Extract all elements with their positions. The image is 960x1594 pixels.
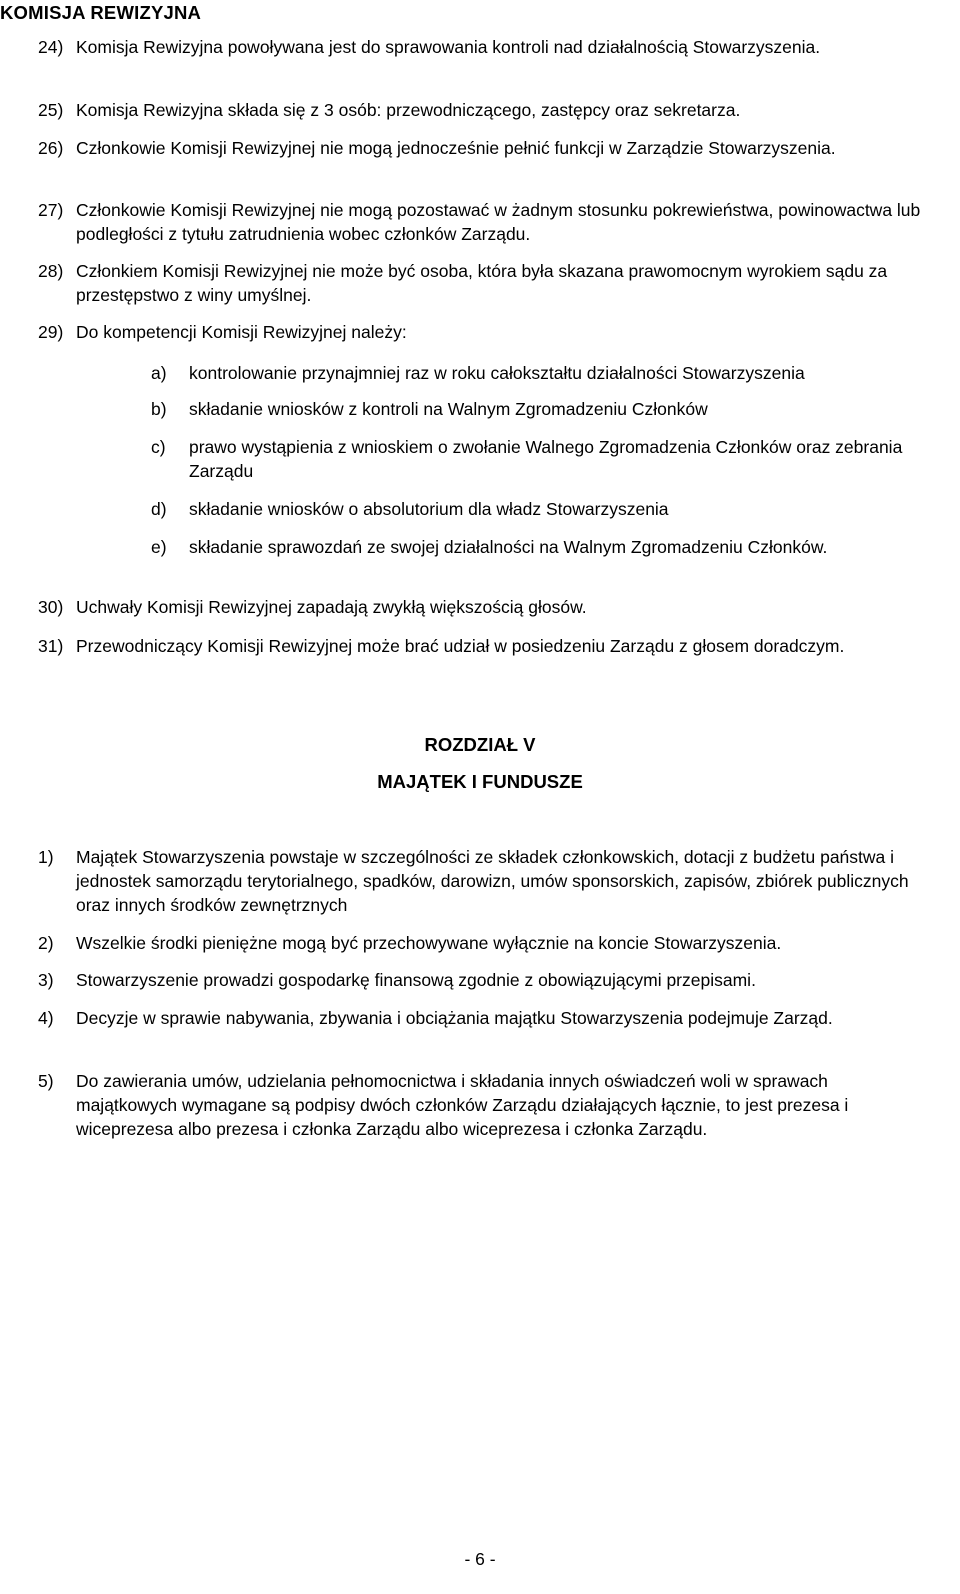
paragraph-number: 25) — [38, 100, 64, 120]
paragraph-number: 4) — [38, 1008, 54, 1028]
paragraph-text: Komisja Rewizyjna powoływana jest do sprawowania kontroli nad działalnością Stowarzyszenia. — [76, 37, 821, 57]
paragraph-text: Członkiem Komisji Rewizyjnej nie może być osoba, która była skazana prawomocnym wyrokiem sądu za przestępstwo z winy umyślnej. — [76, 261, 888, 305]
chapter-title: ROZDZIAŁ V — [424, 734, 536, 755]
paragraph-26 — [38, 136, 950, 160]
competency-e — [151, 535, 891, 559]
paragraph-text: Do zawierania umów, udzielania pełnomocnictwa i składania innych oświadczeń woli w sprawach majątkowych wymagane są podpisy dwóch członków Zarządu działających łącznie, to jest prezesa i wiceprezesa albo prezesa i członka Zarządu albo wiceprezesa i członka Zarządu. — [76, 1071, 849, 1139]
paragraph-number: 27) — [38, 200, 64, 220]
section-title: KOMISJA REWIZYJNA — [0, 2, 202, 23]
chapter-paragraph-3 — [38, 968, 950, 992]
list-letter: e) — [151, 537, 167, 557]
competency-c — [151, 435, 921, 483]
paragraph-text: Stowarzyszenie prowadzi gospodarkę finansową zgodnie z obowiązującymi przepisami. — [76, 970, 756, 990]
chapter-paragraph-1 — [38, 845, 918, 917]
paragraph-31 — [38, 634, 918, 658]
paragraph-text: Wszelkie środki pieniężne mogą być przechowywane wyłącznie na koncie Stowarzyszenia. — [76, 933, 782, 953]
paragraph-number: 30) — [38, 597, 64, 617]
chapter-paragraph-5 — [38, 1069, 923, 1141]
chapter-paragraph-2 — [38, 931, 950, 955]
paragraph-number: 31) — [38, 636, 64, 656]
paragraph-number: 26) — [38, 138, 64, 158]
list-letter: b) — [151, 399, 167, 419]
page-number: - 6 - — [464, 1549, 496, 1569]
paragraph-text: Majątek Stowarzyszenia powstaje w szczególności ze składek członkowskich, dotacji z budżetu państwa i jednostek samorządu terytorialnego, spadków, darowizn, umów sponsorskich, zapisów, zbiórek publicznych oraz innych środków zewnętrznych — [76, 847, 909, 915]
paragraph-27 — [38, 198, 950, 246]
chapter-subtitle: MAJĄTEK I FUNDUSZE — [377, 771, 583, 792]
paragraph-29 — [38, 320, 950, 344]
chapter-paragraph-4 — [38, 1006, 950, 1030]
paragraph-number: 28) — [38, 261, 64, 281]
list-item-text: kontrolowanie przynajmniej raz w roku całokształtu działalności Stowarzyszenia — [189, 363, 805, 383]
paragraph-number: 1) — [38, 847, 54, 867]
paragraph-text: Do kompetencji Komisji Rewizyjnej należy: — [76, 322, 407, 342]
list-letter: a) — [151, 363, 167, 383]
paragraph-24 — [38, 35, 950, 59]
paragraph-number: 2) — [38, 933, 54, 953]
list-item-text: składanie wniosków o absolutorium dla władz Stowarzyszenia — [189, 499, 669, 519]
paragraph-text: Przewodniczący Komisji Rewizyjnej może brać udział w posiedzeniu Zarządu z głosem doradczym. — [76, 636, 845, 656]
paragraph-number: 3) — [38, 970, 54, 990]
list-letter: c) — [151, 437, 166, 457]
list-item-text: składanie sprawozdań ze swojej działalności na Walnym Zgromadzeniu Członków. — [189, 537, 828, 557]
paragraph-text: Członkowie Komisji Rewizyjnej nie mogą pozostawać w żadnym stosunku pokrewieństwa, powinowactwa lub podległości z tytułu zatrudnienia wobec członków Zarządu. — [76, 200, 921, 244]
list-item-text: prawo wystąpienia z wnioskiem o zwołanie Walnego Zgromadzenia Członków oraz zebrania Zarządu — [189, 437, 903, 481]
paragraph-30 — [38, 595, 950, 619]
competency-a — [151, 361, 951, 385]
competency-b — [151, 397, 951, 421]
list-letter: d) — [151, 499, 167, 519]
paragraph-text: Komisja Rewizyjna składa się z 3 osób: przewodniczącego, zastępcy oraz sekretarza. — [76, 100, 741, 120]
paragraph-number: 5) — [38, 1071, 54, 1091]
paragraph-28 — [38, 259, 950, 307]
paragraph-text: Decyzje w sprawie nabywania, zbywania i obciążania majątku Stowarzyszenia podejmuje Zarząd. — [76, 1008, 833, 1028]
paragraph-25 — [38, 98, 950, 122]
list-item-text: składanie wniosków z kontroli na Walnym Zgromadzeniu Członków — [189, 399, 708, 419]
paragraph-number: 24) — [38, 37, 64, 57]
paragraph-text: Członkowie Komisji Rewizyjnej nie mogą jednocześnie pełnić funkcji w Zarządzie Stowarzyszenia. — [76, 138, 836, 158]
competency-d — [151, 497, 951, 521]
paragraph-text: Uchwały Komisji Rewizyjnej zapadają zwykłą większością głosów. — [76, 597, 587, 617]
paragraph-number: 29) — [38, 322, 64, 342]
